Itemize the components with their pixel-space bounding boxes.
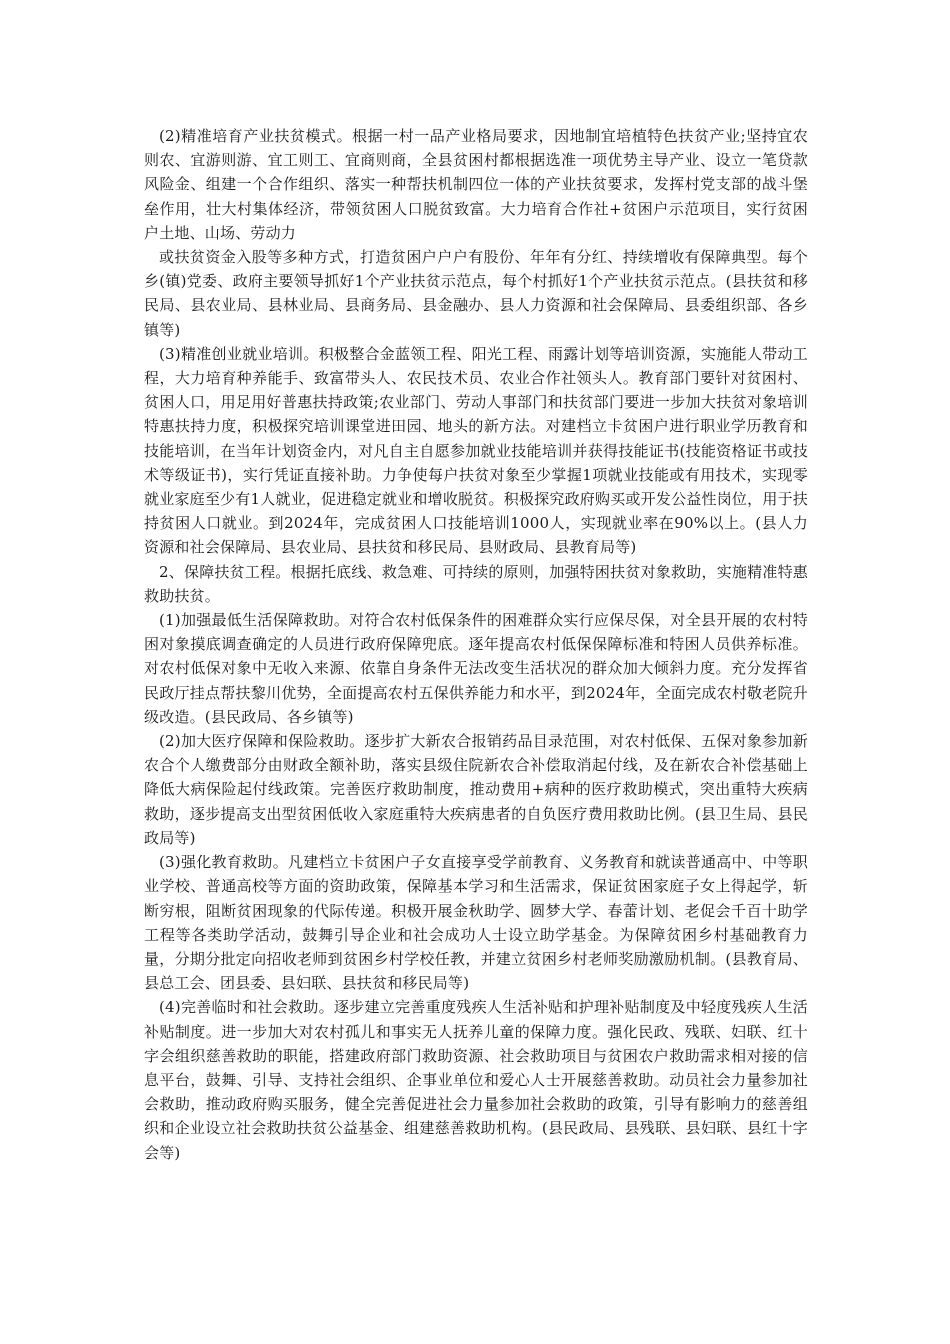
paragraph-employment-training: (3)精准创业就业培训。积极整合金蓝领工程、阳光工程、雨露计划等培训资源，实施能人带动工程，大力培育种养能手、致富带头人、农民技术员、农业合作社领头人。教育部门要针对贫困村、贫困人口，用足用好普惠扶持政策;农业部门、劳动人事部门和扶贫部门要进一步加大扶贫对象培训特惠扶持力度，积极探究培训课堂进田园、地头的新方法。对建档立卡贫困户进行职业学历教育和技能培训，在当年计划资金内，对凡自主自愿参加就业技能培训并获得技能证书(技能资格证书或技术等级证书)，实行凭证直接补助。力争使每户扶贫对象至少掌握1项就业技能或有用技术，实现零就业家庭至少有1人就业，促进稳定就业和增收脱贫。积极探究政府购买或开发公益性岗位，用于扶持贫困人口就业。到2024年，完成贫困人口技能培训1000人，实现就业率在90%以上。(县人力资源和社会保障局、县农业局、县扶贫和移民局、县财政局、县教育局等) (144, 344, 808, 557)
paragraph-medical-insurance: (2)加大医疗保障和保险救助。逐步扩大新农合报销药品目录范围，对农村低保、五保对象参加新农合个人缴费部分由财政全额补助，落实县级住院新农合补偿取消起付线，及在新农合补偿基础上降低大病保险起付线政策。完善医疗救助制度，推动费用+病种的医疗救助模式，突出重特大疾病救助，逐步提高支出型贫困低收入家庭重特大疾病患者的自负医疗费用救助比例。(县卫生局、县民政局等) (144, 732, 808, 847)
document-body (144, 124, 808, 1165)
paragraph-social-aid: (4)完善临时和社会救助。逐步建立完善重度残疾人生活补贴和护理补贴制度及中轻度残疾人生活补贴制度。进一步加大对农村孤儿和事实无人抚养儿童的保障力度。强化民政、残联、妇联、红十字会组织慈善救助的职能，搭建政府部门救助资源、社会救助项目与贫困农户救助需求相对接的信息平台，鼓舞、引导、支持社会组织、企事业单位和爱心人士开展慈善救助。动员社会力量参加社会救助，推动政府购买服务，健全完善促进社会力量参加社会救助的政策，引导有影响力的慈善组织和企业设立社会救助扶贫公益基金、组建慈善救助机构。(县民政局、县残联、县妇联、县红十字会等) (144, 998, 808, 1162)
paragraph-minimum-living-security: (1)加强最低生活保障救助。对符合农村低保条件的困难群众实行应保尽保，对全县开展的农村特困对象摸底调查确定的人员进行政府保障兜底。逐年提高农村低保保障标准和特困人员供养标准。对农村低保对象中无收入来源、依靠自身条件无法改变生活状况的群众加大倾斜力度。充分发挥省民政厅挂点帮扶黎川优势，全面提高农村五保供养能力和水平，到2024年，全面完成农村敬老院升级改造。(县民政局、各乡镇等) (144, 611, 808, 726)
paragraph-security-project: 2、保障扶贫工程。根据托底线、救急难、可持续的原则，加强特困扶贫对象救助，实施精准特惠救助扶贫。 (144, 562, 808, 605)
paragraph-equity-shares: 或扶贫资金入股等多种方式，打造贫困户户户有股份、年年有分红、持续增收有保障典型。每个乡(镇)党委、政府主要领导抓好1个产业扶贫示范点，每个村抓好1个产业扶贫示范点。(县扶贫和移民局、县农业局、县林业局、县商务局、县金融办、县人力资源和社会保障局、县委组织部、各乡镇等) (144, 248, 808, 339)
paragraph-education-aid: (3)强化教育救助。凡建档立卡贫困户子女直接享受学前教育、义务教育和就读普通高中、中等职业学校、普通高校等方面的资助政策，保障基本学习和生活需求，保证贫困家庭子女上得起学，斩断穷根，阻断贫困现象的代际传递。积极开展金秋助学、圆梦大学、春蕾计划、老促会千百十助学工程等各类助学活动，鼓舞引导企业和社会成功人士设立助学基金。为保障贫困乡村基础教育力量，分期分批定向招收老师到贫困乡村学校任教，并建立贫困乡村老师奖励激励机制。(县教育局、县总工会、团县委、县妇联、县扶贫和移民局等) (144, 853, 808, 993)
paragraph-industry-poverty-model: (2)精准培育产业扶贫模式。根据一村一品产业格局要求，因地制宜培植特色扶贫产业;坚持宜农则农、宜游则游、宜工则工、宜商则商，全县贫困村都根据选准一项优势主导产业、设立一笔贷款风险金、组建一个合作组织、落实一种帮扶机制四位一体的产业扶贫要求，发挥村党支部的战斗堡垒作用，壮大村集体经济，带领贫困人口脱贫致富。大力培育合作社+贫困户示范项目，实行贫困户土地、山场、劳动力 (144, 127, 808, 242)
